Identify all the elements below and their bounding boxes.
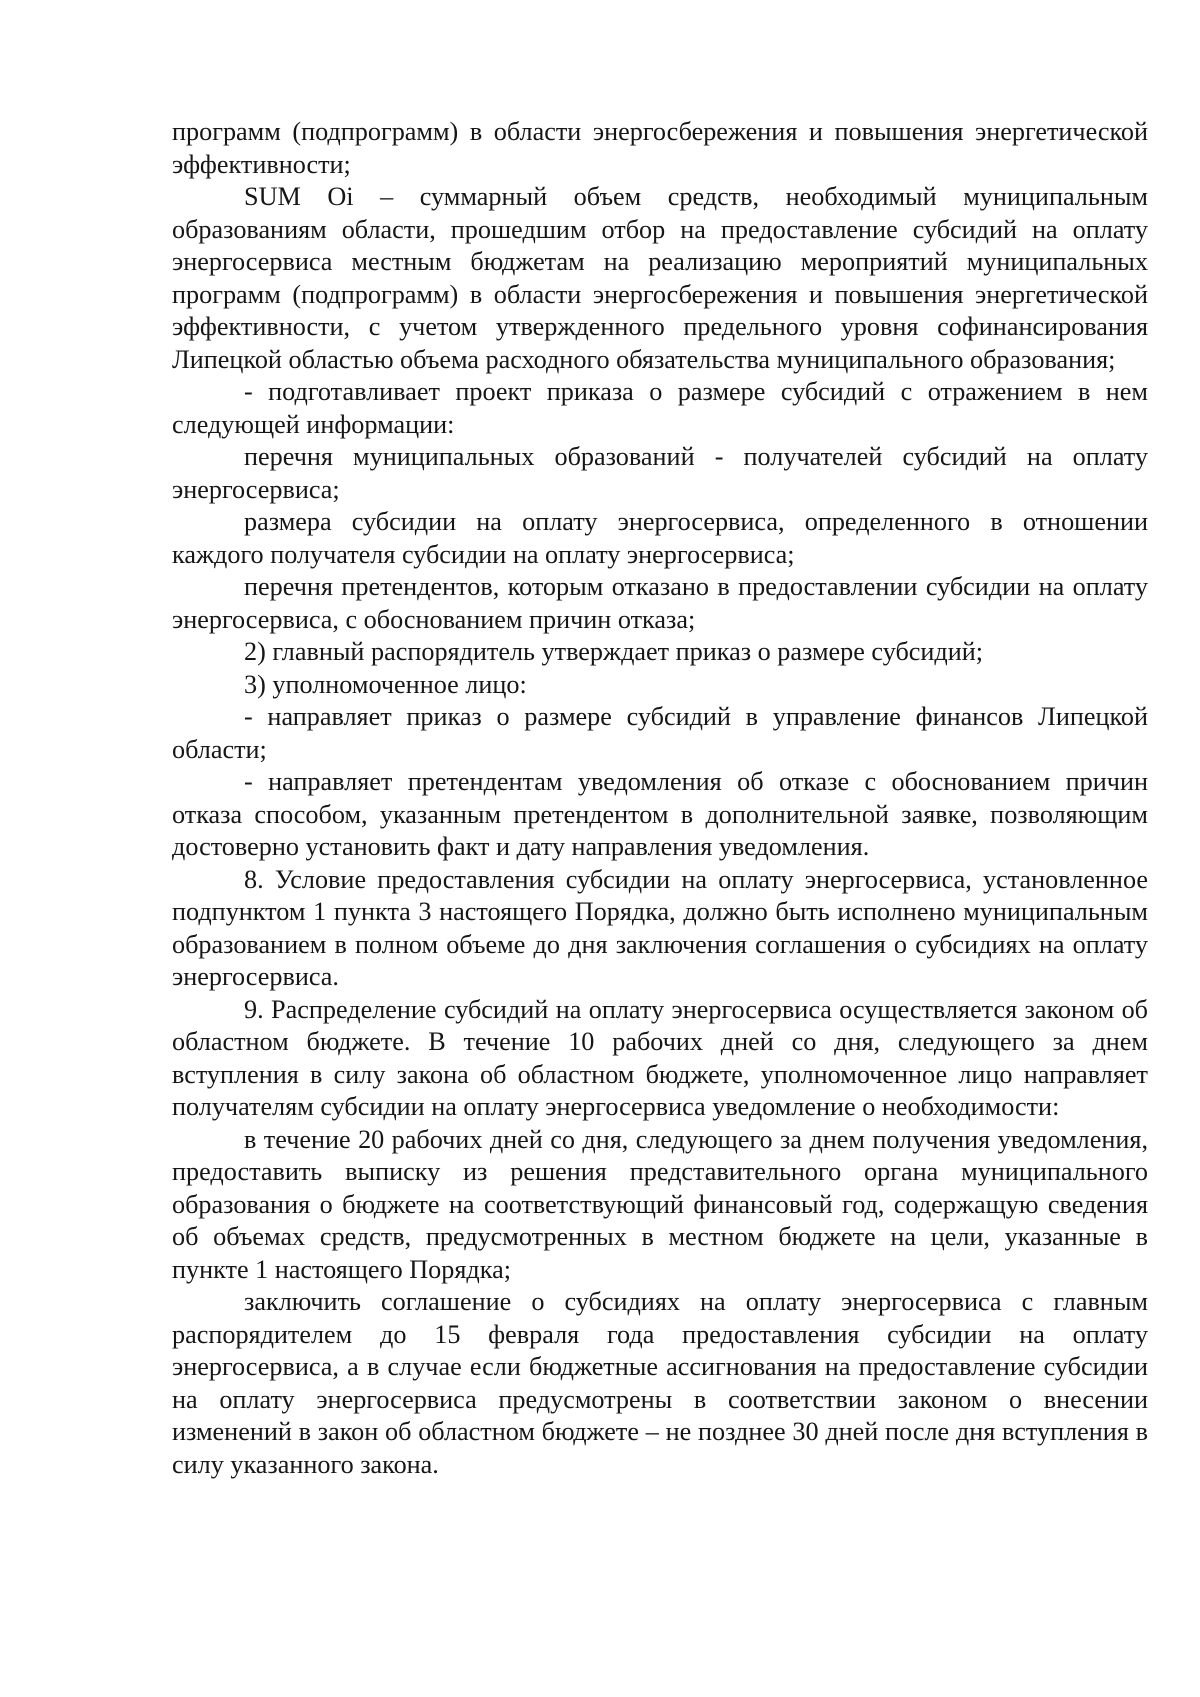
- paragraph-send-order: - направляет приказ о размере субсидий в управление финансов Липецкой области;: [172, 702, 1148, 764]
- paragraph-item-2: 2) главный распорядитель утверждает приказ о размере субсидий;: [244, 637, 984, 666]
- paragraph-recipients-list: перечня муниципальных образований - получателей субсидий на оплату энергосервиса;: [172, 442, 1148, 504]
- paragraph-clause-9: 9. Распределение субсидий на оплату энергосервиса осуществляется законом об областном бюджете. В течение 10 рабочих дней со дня, следующего за днем вступления в силу закона об областном бюджете, уполномоченное лицо направляет получателям субсидии на оплату энергосервиса уведомление о необходимости:: [172, 994, 1148, 1121]
- paragraph-provide-extract: в течение 20 рабочих дней со дня, следующего за днем получения уведомления, предоставить выписку из решения представительного органа муниципального образования о бюджете на соответствующий финансовый год, содержащую сведения об объемах средств, предусмотренных в местном бюджете на цели, указанные в пункте 1 настоящего Порядка;: [172, 1124, 1148, 1284]
- document-body: [172, 116, 1148, 1481]
- paragraph-refused-applicants: перечня претендентов, которым отказано в предоставлении субсидии на оплату энергосервиса, с обоснованием причин отказа;: [172, 572, 1148, 634]
- paragraph-conclude-agreement: заключить соглашение о субсидиях на оплату энергосервиса с главным распорядителем до 15 февраля года предоставления субсидии на оплату энергосервиса, а в случае если бюджетные ассигнования на предоставление субсидии на оплату энергосервиса предусмотрены в соответствии законом о внесении изменений в закон об областном бюджете – не позднее 30 дней после дня вступления в силу указанного закона.: [172, 1287, 1148, 1479]
- paragraph-item-3: 3) уполномоченное лицо:: [244, 669, 527, 699]
- paragraph-prepare-order: - подготавливает проект приказа о размере субсидий с отражением в нем следующей информации:: [172, 377, 1148, 439]
- paragraph-send-refusals: - направляет претендентам уведомления об отказе с обоснованием причин отказа способом, указанным претендентом в дополнительной заявке, позволяющим достоверно установить факт и дату направления уведомления.: [172, 767, 1148, 861]
- paragraph-clause-8: 8. Условие предоставления субсидии на оплату энергосервиса, установленное подпунктом 1 пункта 3 настоящего Порядка, должно быть исполнено муниципальным образованием в полном объеме до дня заключения соглашения о субсидиях на оплату энергосервиса.: [172, 864, 1148, 991]
- paragraph-sum-oi-definition: SUM Oi – суммарный объем средств, необходимый муниципальным образованиям области, прошедшим отбор на предоставление субсидий на оплату энергосервиса местным бюджетам на реализацию мероприятий муниципальных программ (подпрограмм) в области энергосбережения и повышения энергетической эффективности, с учетом утвержденного предельного уровня софинансирования Липецкой областью объема расходного обязательства муниципального образования;: [172, 182, 1148, 374]
- paragraph-subsidy-size: размера субсидии на оплату энергосервиса, определенного в отношении каждого получателя субсидии на оплату энергосервиса;: [172, 507, 1148, 569]
- paragraph-continuation: программ (подпрограмм) в области энергосбережения и повышения энергетической эффективности;: [172, 117, 1148, 179]
